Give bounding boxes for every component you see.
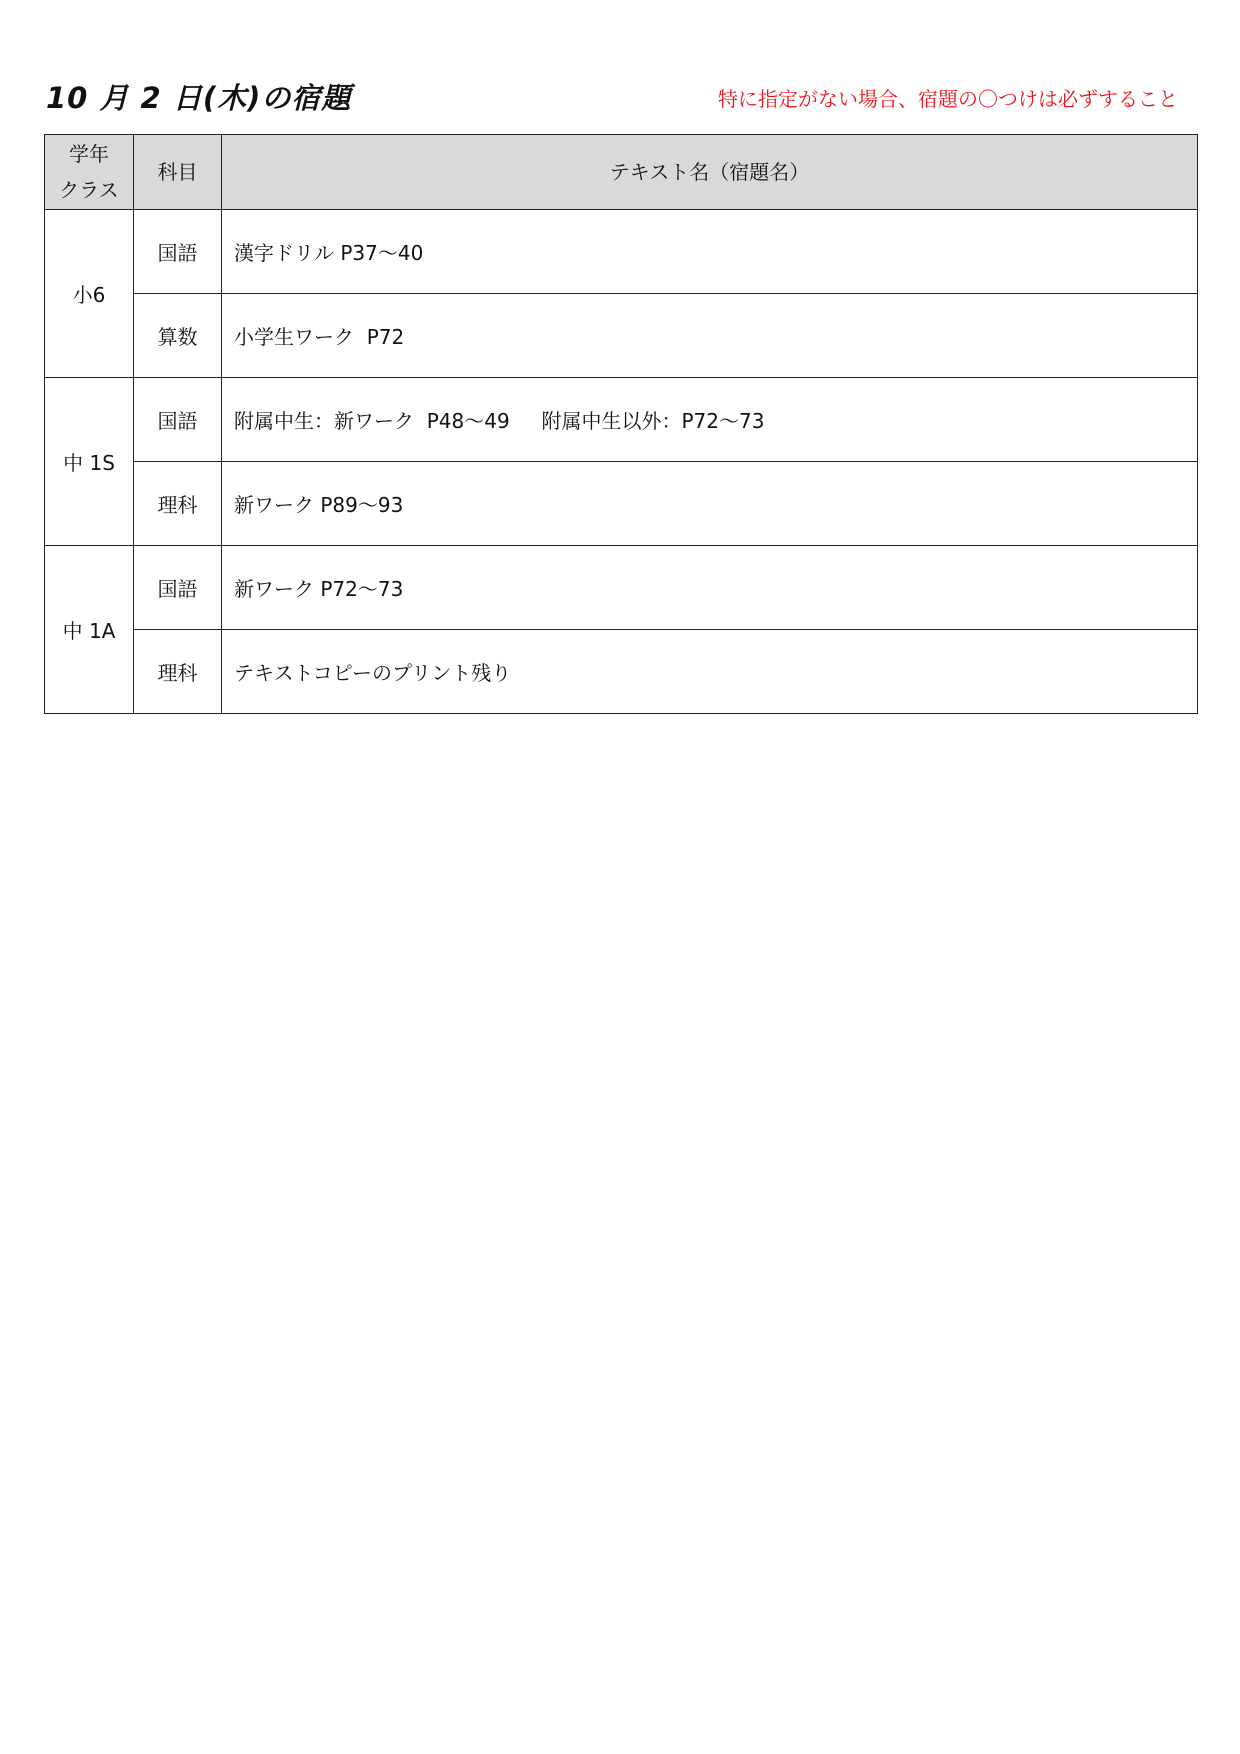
class-cell: 中 1S	[45, 378, 134, 546]
text-cell: 漢字ドリル P37〜40	[222, 210, 1198, 294]
table-row	[45, 630, 1198, 714]
table-row	[45, 294, 1198, 378]
subject-cell: 国語	[134, 210, 222, 294]
notice-text: 特に指定がない場合、宿題の〇つけは必ずすること	[718, 87, 1178, 111]
table-header	[45, 135, 1198, 210]
subject-cell: 理科	[134, 630, 222, 714]
text-cell: 小学生ワーク P72	[222, 294, 1198, 378]
subject-cell: 国語	[134, 378, 222, 462]
table-row	[45, 378, 1198, 462]
table-row	[45, 210, 1198, 294]
class-cell: 小6	[45, 210, 134, 378]
header-class-line1: 学年	[69, 142, 109, 166]
homework-table	[44, 134, 1198, 714]
text-cell: 新ワーク P89〜93	[222, 462, 1198, 546]
subject-cell: 理科	[134, 462, 222, 546]
table-row	[45, 462, 1198, 546]
table-body	[45, 210, 1198, 714]
header-class-line2: クラス	[59, 178, 119, 202]
page-title: 10 月 2 日(木)の宿題	[46, 81, 352, 115]
text-cell: 新ワーク P72〜73	[222, 546, 1198, 630]
header-class	[45, 135, 134, 210]
header-subject: 科目	[134, 135, 222, 210]
header-text: テキスト名（宿題名）	[222, 135, 1198, 210]
table-row	[45, 546, 1198, 630]
subject-cell: 国語	[134, 546, 222, 630]
subject-cell: 算数	[134, 294, 222, 378]
text-cell: テキストコピーのプリント残り	[222, 630, 1198, 714]
class-cell: 中 1A	[45, 546, 134, 714]
text-cell: 附属中生：新ワーク P48〜49 附属中生以外：P72〜73	[222, 378, 1198, 462]
header-row	[45, 135, 1198, 210]
